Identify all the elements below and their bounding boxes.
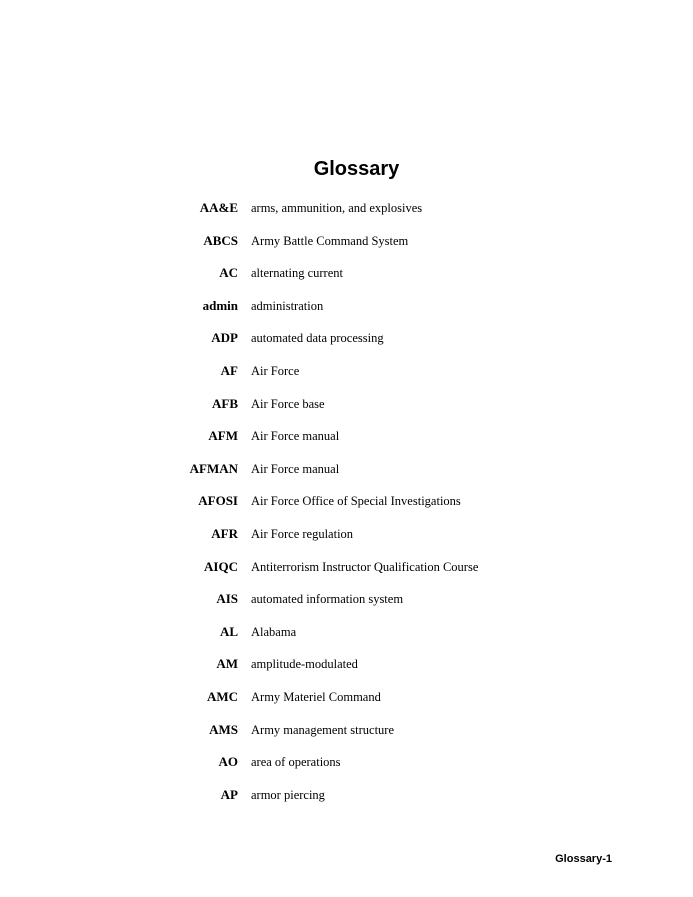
glossary-entry <box>0 590 693 623</box>
glossary-definition: Air Force base <box>251 396 325 411</box>
glossary-term: AFMAN <box>189 460 238 476</box>
glossary-entry <box>0 786 693 819</box>
page-title: Glossary <box>313 158 400 180</box>
glossary-definition: Army Battle Command System <box>251 233 409 248</box>
glossary-definition: Army Materiel Command <box>251 689 381 704</box>
glossary-definition: Air Force manual <box>251 461 340 476</box>
glossary-definition: Antiterrorism Instructor Qualification Course <box>251 559 479 574</box>
glossary-entry <box>0 460 693 493</box>
glossary-list <box>0 199 693 818</box>
glossary-entry <box>0 623 693 656</box>
glossary-entry <box>0 492 693 525</box>
glossary-term: AFB <box>212 395 238 411</box>
glossary-definition: Alabama <box>251 624 297 639</box>
glossary-definition: automated information system <box>251 592 404 607</box>
glossary-term: AO <box>218 754 238 770</box>
glossary-entry <box>0 688 693 721</box>
glossary-term: AIQC <box>204 558 238 574</box>
glossary-entry <box>0 721 693 754</box>
glossary-definition: Air Force <box>251 363 300 378</box>
glossary-entry <box>0 427 693 460</box>
glossary-entry <box>0 297 693 330</box>
glossary-definition: Air Force Office of Special Investigations <box>251 494 461 509</box>
glossary-term: AA&E <box>199 200 238 215</box>
glossary-entry <box>0 329 693 362</box>
glossary-term: AIS <box>216 591 238 607</box>
glossary-definition: arms, ammunition, and explosives <box>251 201 423 215</box>
glossary-term: AFM <box>208 428 238 444</box>
glossary-entry <box>0 395 693 428</box>
glossary-term: admin <box>202 297 238 313</box>
glossary-term: AMC <box>206 688 238 704</box>
glossary-definition: Army management structure <box>251 722 395 737</box>
glossary-term: AM <box>216 656 238 672</box>
glossary-definition: automated data processing <box>251 331 384 346</box>
glossary-entry <box>0 525 693 558</box>
glossary-term: AF <box>220 362 238 378</box>
glossary-term: ABCS <box>203 232 238 248</box>
glossary-term: AL <box>219 623 238 639</box>
glossary-entry <box>0 199 693 232</box>
glossary-entry <box>0 753 693 786</box>
glossary-definition: administration <box>251 298 324 313</box>
glossary-term: AMS <box>209 721 238 737</box>
glossary-entry <box>0 362 693 395</box>
glossary-definition: armor piercing <box>251 787 325 802</box>
glossary-definition: amplitude-modulated <box>251 657 358 672</box>
glossary-definition: alternating current <box>251 266 343 281</box>
glossary-definition: Air Force regulation <box>251 526 354 541</box>
glossary-term: AFOSI <box>198 493 238 509</box>
glossary-entry <box>0 655 693 688</box>
glossary-term: AFR <box>211 525 238 541</box>
glossary-entry <box>0 558 693 591</box>
glossary-entry <box>0 264 693 297</box>
page-number: Glossary-1 <box>555 853 612 865</box>
glossary-term: AP <box>220 786 238 802</box>
glossary-definition: Air Force manual <box>251 429 340 444</box>
glossary-entry <box>0 232 693 265</box>
glossary-term: AC <box>219 265 238 281</box>
glossary-term: ADP <box>211 330 238 346</box>
glossary-definition: area of operations <box>251 755 341 770</box>
